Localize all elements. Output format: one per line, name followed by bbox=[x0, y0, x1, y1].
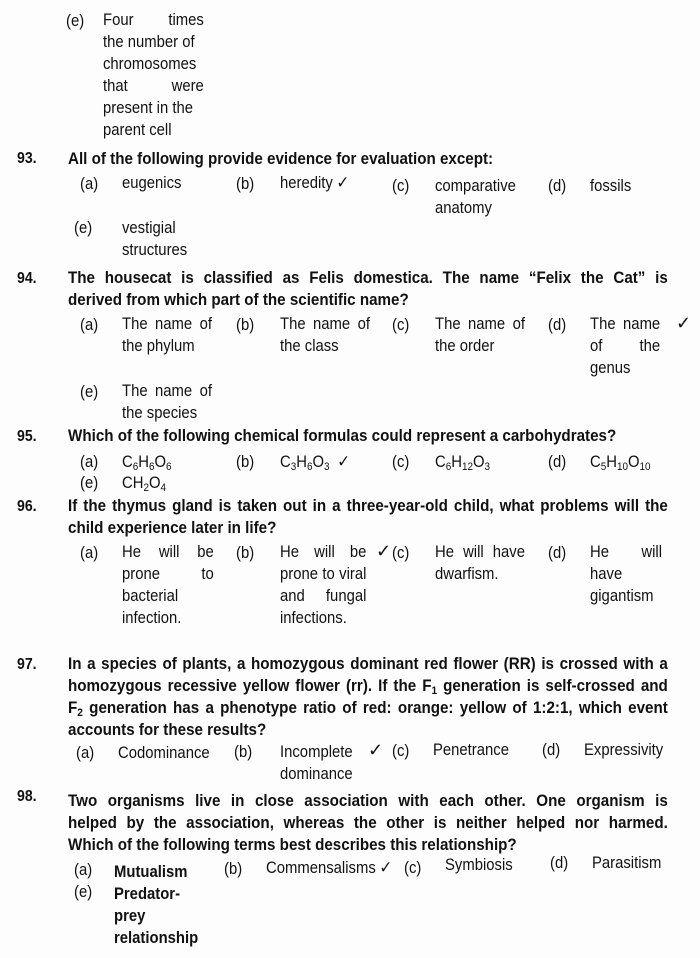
q98-option-c-text: Symbiosis bbox=[445, 856, 513, 874]
q93-option-e-text: vestigial structures bbox=[122, 219, 188, 259]
question-95-number: 95. bbox=[17, 428, 37, 445]
check-mark-icon: ✓ bbox=[368, 740, 384, 760]
q95-option-e-text: $CH_2O_4$ bbox=[122, 474, 167, 494]
q97-option-d-label: (d) bbox=[542, 741, 561, 759]
q98-option-e-text: Predator-prey relationship bbox=[114, 885, 199, 947]
question-94-number: 94. bbox=[17, 270, 37, 287]
q95-option-d-text: $C_5H_{10}O_{10}$ bbox=[590, 453, 651, 473]
question-97-text-line-2: homozygous recessive yellow flower (rr). If the $F_1$ generation is self-crossed and bbox=[68, 677, 668, 697]
q94-option-a-label: (a) bbox=[80, 316, 99, 334]
q97-option-b-text: Incomplete dominance bbox=[280, 743, 353, 783]
q98-option-c-label: (c) bbox=[404, 859, 422, 877]
q95-option-c-label: (c) bbox=[392, 453, 410, 471]
question-94-text-line-1: The housecat is classified as Felis domestica. The name “Felix the Cat” is bbox=[68, 269, 668, 287]
q97-option-c-text: Penetrance bbox=[433, 741, 509, 759]
question-93-number: 93. bbox=[17, 150, 37, 167]
q95-option-b-label: (b) bbox=[236, 453, 255, 471]
check-mark-icon: ✓ bbox=[337, 452, 351, 471]
question-97-text-line-4: accounts for these results? bbox=[68, 721, 267, 739]
q96-option-b-label: (b) bbox=[236, 544, 255, 562]
prev-option-e-line-5: present in the bbox=[103, 99, 193, 117]
check-mark-icon: ✓ bbox=[376, 541, 392, 561]
q93-option-d-text: fossils bbox=[590, 177, 632, 195]
question-98-text-line-2: helped by the association, whereas the other is neither helped nor harmed. bbox=[68, 814, 668, 832]
question-96-text-line-2: child experience later in life? bbox=[68, 519, 277, 537]
q93-option-b-text: heredity ✓ bbox=[280, 173, 350, 192]
q95-option-b-text: $C_3H_6O_3$ ✓ bbox=[280, 452, 351, 473]
question-93-text: All of the following provide evidence for evaluation except: bbox=[68, 150, 494, 168]
q98-option-a-label: (a) bbox=[74, 861, 93, 879]
question-96-text-line-1: If the thymus gland is taken out in a three-year-old child, what problems will the bbox=[68, 497, 668, 515]
q93-option-c-label: (c) bbox=[392, 177, 410, 195]
q97-option-d-text: Expressivity bbox=[584, 741, 664, 759]
q95-option-d-label: (d) bbox=[548, 453, 567, 471]
q94-option-c-text: The name of the order bbox=[435, 315, 525, 355]
q93-option-a-label: (a) bbox=[80, 175, 99, 193]
prev-option-e-label: (e) bbox=[66, 12, 85, 30]
check-mark-icon: ✓ bbox=[676, 313, 692, 333]
q97-option-b-label: (b) bbox=[234, 743, 253, 761]
q93-option-d-label: (d) bbox=[548, 177, 567, 195]
question-97-text-line-1: In a species of plants, a homozygous dominant red flower (RR) is crossed with a bbox=[68, 655, 668, 673]
question-95-text: Which of the following chemical formulas could represent a carbohydrates? bbox=[68, 427, 617, 445]
question-94-text-line-2: derived from which part of the scientific name? bbox=[68, 291, 409, 309]
check-mark-icon: ✓ bbox=[336, 173, 350, 192]
q96-option-c-text: He will have dwarfism. bbox=[435, 543, 525, 583]
q98-option-d-text: Parasitism bbox=[592, 854, 662, 872]
q94-option-c-label: (c) bbox=[392, 316, 410, 334]
q98-option-b-label: (b) bbox=[224, 860, 243, 878]
question-96-number: 96. bbox=[17, 498, 37, 515]
q94-option-d-label: (d) bbox=[548, 316, 567, 334]
q98-option-e-label: (e) bbox=[74, 883, 93, 901]
question-98-text-line-3: Which of the following terms best describes this relationship? bbox=[68, 836, 517, 854]
q97-option-a-text: Codominance bbox=[118, 744, 210, 762]
q95-option-a-label: (a) bbox=[80, 453, 99, 471]
question-98-number: 98. bbox=[17, 788, 37, 805]
q96-option-a-label: (a) bbox=[80, 544, 99, 562]
question-97-number: 97. bbox=[17, 656, 37, 673]
q96-option-b-text: He will be prone to viral and fungal infections. bbox=[280, 543, 367, 627]
prev-option-e-line-3: chromosomes bbox=[103, 55, 197, 73]
q94-option-e-label: (e) bbox=[80, 383, 99, 401]
q94-option-b-text: The name of the class bbox=[280, 315, 370, 355]
q95-option-a-text: $C_6H_6O_6$ bbox=[122, 453, 172, 473]
q95-option-e-label: (e) bbox=[80, 474, 99, 492]
q98-option-a-text: Mutualism bbox=[114, 863, 188, 881]
q93-option-c-text: comparative anatomy bbox=[435, 177, 516, 217]
q96-option-c-label: (c) bbox=[392, 544, 410, 562]
prev-option-e-line-4: that were bbox=[103, 77, 204, 95]
q94-option-d-text: The name of the genus bbox=[590, 315, 661, 377]
prev-option-e-line-6: parent cell bbox=[103, 121, 172, 139]
q96-option-d-text: He will have gigantism bbox=[590, 543, 662, 605]
q97-option-c-label: (c) bbox=[392, 742, 410, 760]
q96-option-d-label: (d) bbox=[548, 544, 567, 562]
q94-option-a-text: The name of the phylum bbox=[122, 315, 212, 355]
q97-option-a-label: (a) bbox=[76, 744, 95, 762]
prev-option-e-line-1: Four times bbox=[103, 11, 204, 29]
question-97-text-line-3: $F_2$ generation has a phenotype ratio of red: orange: yellow of 1:2:1, which event bbox=[68, 699, 668, 719]
check-mark-icon: ✓ bbox=[379, 858, 393, 877]
q93-option-b-label: (b) bbox=[236, 175, 255, 193]
q98-option-d-label: (d) bbox=[550, 854, 569, 872]
q94-option-e-text: The name of the species bbox=[122, 382, 212, 422]
q93-option-a-text: eugenics bbox=[122, 174, 182, 192]
q93-option-e-label: (e) bbox=[74, 219, 93, 237]
question-98-text-line-1: Two organisms live in close association with each other. One organism is bbox=[68, 792, 668, 810]
prev-option-e-line-2: the number of bbox=[103, 33, 195, 51]
q98-option-b-text: Commensalisms ✓ bbox=[266, 858, 393, 877]
q95-option-c-text: $C_6H_{12}O_3$ bbox=[435, 453, 491, 473]
q96-option-a-text: He will be prone to bacterial infection. bbox=[122, 543, 214, 627]
q94-option-b-label: (b) bbox=[236, 316, 255, 334]
